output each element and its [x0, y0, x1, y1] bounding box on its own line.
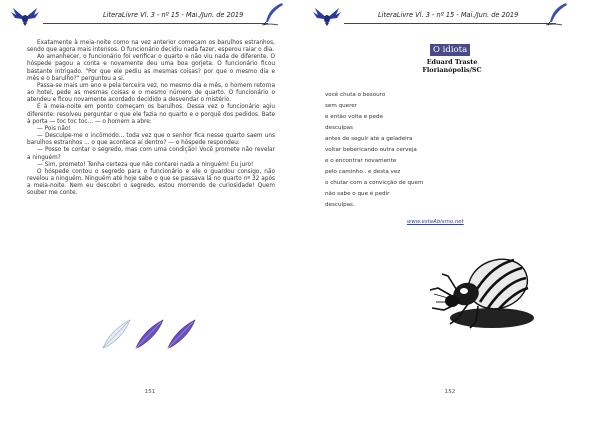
poem-body — [325, 90, 423, 211]
story-paragraph: Exatamente à meia-noite como na vez anterior começam os barulhos estranhos, sendo que agora mais intensos. O funcionário decidiu nada fazer, esperou raiar o dia. — [27, 40, 275, 54]
feather-icon — [168, 320, 195, 348]
right-page — [300, 0, 600, 424]
page-number: 152 — [444, 389, 456, 395]
poem-line: voltar bebericando outra cerveja — [325, 147, 417, 153]
story-paragraph: — Posso te contar o segredo, mas com uma condição! Você promete não revelar a ninguém? — [27, 147, 275, 161]
feather-decoration — [100, 318, 200, 350]
author-location: Florianópolis/SC — [422, 66, 482, 74]
poem-line: e o encontrar novamente — [325, 158, 397, 164]
story-text — [27, 40, 275, 197]
author-name: Eduard Traste — [426, 58, 478, 66]
poem-line: e então volta e pede — [325, 114, 383, 120]
story-paragraph: É à meia-noite em ponto começam os barulhos. Dessa vez o funcionário agiu diferente: resolveu perguntar o que ele fazia no quarto e o porquê dos pedidos. Bate à porta — toc toc toc... — o homem a abre: — [27, 104, 275, 125]
poem-line: antes de seguir até a geladeira — [325, 136, 413, 142]
story-paragraph: — Pois não! — [37, 125, 71, 132]
poem-line: desculpas. — [325, 202, 355, 208]
page-number: 151 — [144, 389, 156, 395]
poem-line: sem querer — [325, 103, 358, 109]
story-paragraph: Passa-se mais um ano e pela terceira vez, no mesmo dia e mês, o homem retorna ao hotel, pede as mesmas coisas e o mesmo número de quarto. O funcionário o atendeu e ficou novamente acordado decidido a desvendar o mistério. — [27, 82, 275, 104]
story-paragraph: — Sim, prometo! Tenha certeza que não contarei nada a ninguém! Eu juro! — [37, 161, 254, 168]
poem-line: pelo caminho.. e desta vez — [325, 169, 401, 175]
website-link[interactable]: www.esteAbismo.net — [407, 219, 464, 225]
poem-line: o chutar com a convicção de quem — [325, 180, 424, 186]
header-title: LiteraLivre Vl. 3 - nº 15 - Mai./Jun. de 2019 — [378, 11, 519, 19]
poem-line: você chuta o besouro — [325, 92, 386, 98]
header-rule — [344, 23, 556, 24]
feather-icon — [136, 320, 163, 348]
eagle-logo-icon — [312, 6, 342, 26]
poem-author — [418, 58, 486, 74]
beetle-illustration — [410, 236, 545, 331]
feather-icon — [103, 320, 130, 348]
story-paragraph: — Desculpe-me o incômodo... toda vez que o senhor fica nesse quarto saem uns barulhos estranhos ... o que acontece aí dentro? — o hóspede respondeu: — [27, 133, 275, 147]
eagle-logo-icon — [10, 6, 40, 26]
story-paragraph: O hóspede contou o segredo para o funcionário e ele o guardou consigo, não revelou a ninguém. Ninguém até hoje sabe o que se passava lá no quarto nº 32 após a meia-noite. Nem eu descobri o segredo, estou morrendo de curiosidade! Quem souber me conte. — [27, 168, 275, 197]
poem-line: não sabe o que é pedir — [325, 191, 390, 197]
story-paragraph: Ao amanhecer, o funcionário foi verificar o quarto e não viu nada de diferente. O hóspede pagou a conta e novamente deu uma boa gorjeta. O funcionário ficou bastante intrigado. "Por que ele pediu as mesmas coisas? por que o mesmo dia e mês e o barulho?" perguntou a si. — [27, 54, 275, 82]
poem-title: O idiota — [430, 44, 470, 56]
poem-line: desculpas — [325, 125, 353, 131]
header-title: LiteraLivre Vl. 3 - nº 15 - Mai./Jun. de 2019 — [103, 11, 244, 19]
header-rule — [43, 23, 268, 24]
